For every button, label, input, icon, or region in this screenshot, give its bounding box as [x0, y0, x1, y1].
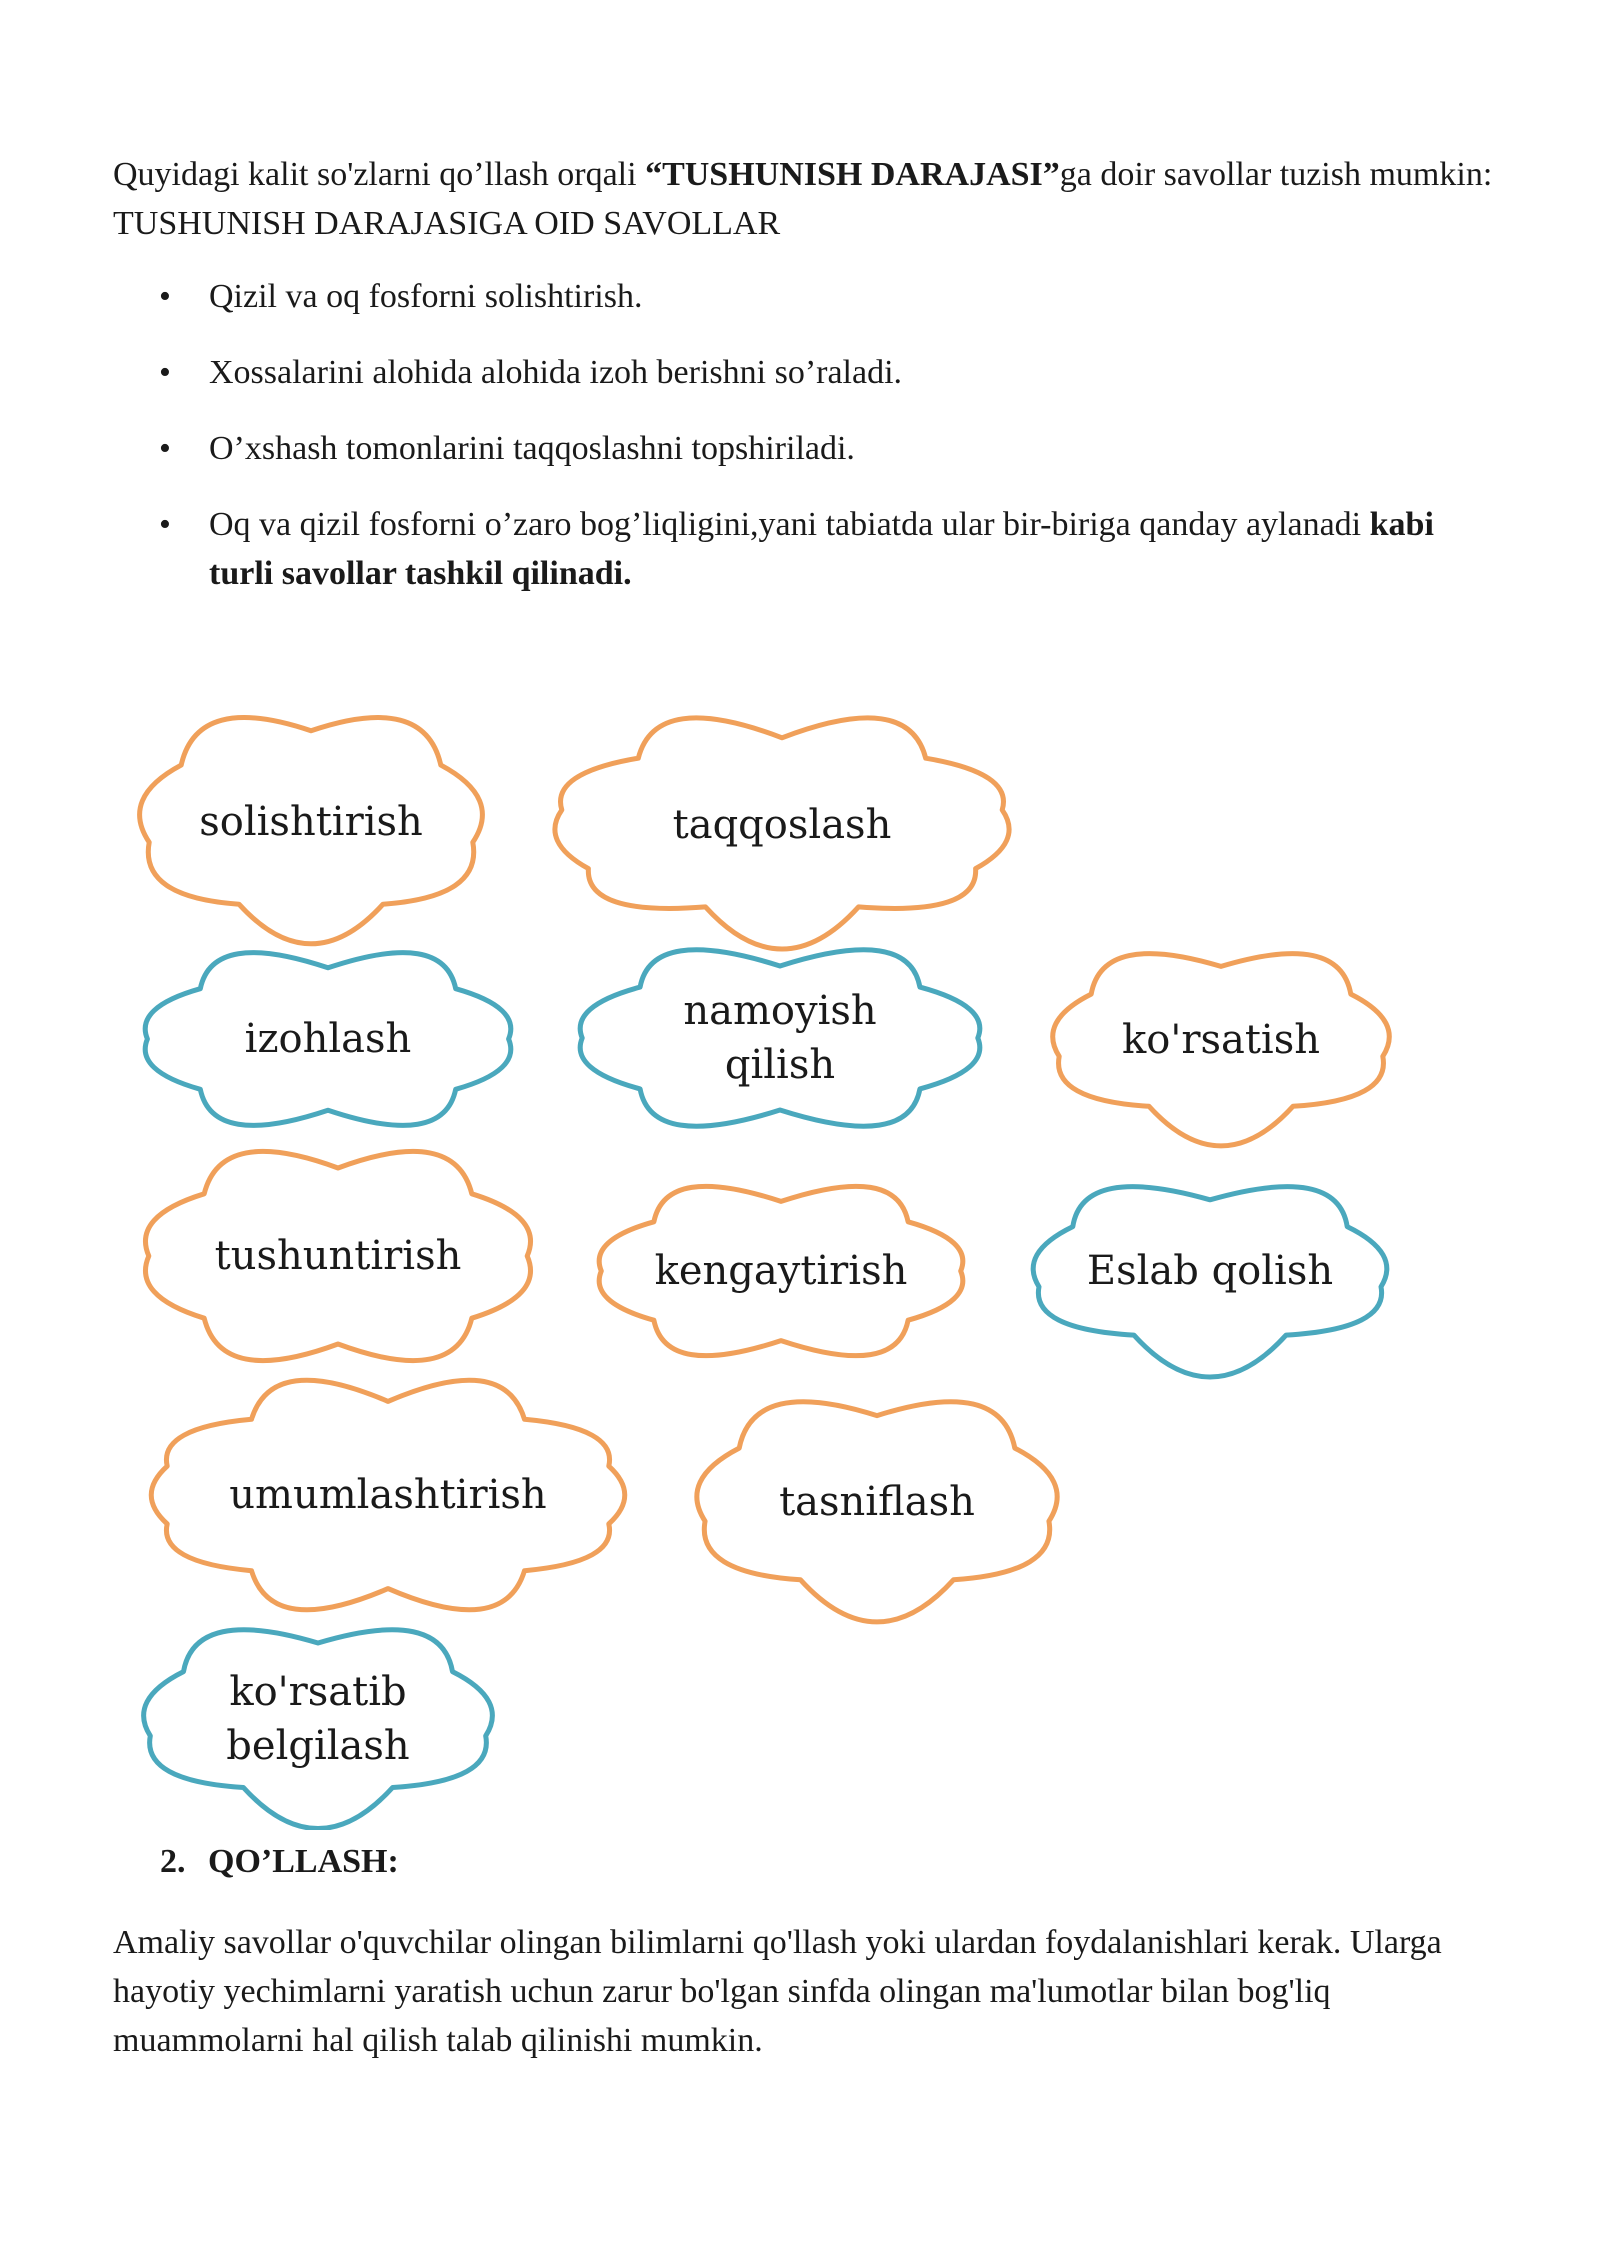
- list-item-text: Qizil va oq fosforni solishtirish.: [209, 278, 643, 315]
- cloud-label: tasniflash: [779, 1479, 975, 1525]
- intro-text-part2: ga doir savollar tuzish mumkin: TUSHUNISH DARAJASIGA OID SAVOLLAR: [113, 156, 1493, 242]
- list-item: [113, 272, 1443, 321]
- cloud-label: solishtirish: [199, 799, 423, 845]
- bullet-icon: •: [159, 278, 171, 315]
- keyword-cloud: [151, 1380, 625, 1610]
- list-item: [113, 424, 1443, 473]
- bullet-icon: •: [159, 430, 171, 467]
- body-paragraph: Amaliy savollar o'quvchilar olingan bilimlarni qo'llash yoki ulardan foydalanishlari kerak. Ularga hayotiy yechimlarni yaratish uchun zarur bo'lgan sinfda olingan ma'lumotlar bilan bog'liq muammolarni hal qilish talab qilinishi mumkin.: [113, 1924, 1442, 2059]
- keyword-cloud: [145, 953, 511, 1126]
- keyword-clouds: [0, 690, 1600, 1830]
- keyword-cloud: [1053, 954, 1390, 1146]
- keyword-cloud: [140, 718, 483, 944]
- list-item-text: O’xshash tomonlarini taqqoslashni topshiriladi.: [209, 430, 855, 467]
- intro-paragraph: [113, 150, 1513, 248]
- keyword-cloud: [1033, 1187, 1387, 1377]
- list-item: [113, 500, 1443, 598]
- intro-bold-term: “TUSHUNISH DARAJASI”: [645, 156, 1060, 193]
- cloud-label: taqqoslash: [672, 802, 892, 848]
- cloud-label: namoyish: [683, 988, 877, 1034]
- list-item-text: Oq va qizil fosforni o’zaro bog’liqligini,yani tabiatda ular bir-biriga qanday aylanadi: [209, 506, 1370, 543]
- section-number: 2.: [160, 1843, 186, 1880]
- keyword-cloud: [697, 1402, 1057, 1622]
- cloud-shape: [580, 950, 980, 1126]
- keyword-cloud: [599, 1186, 963, 1355]
- keyword-cloud: [555, 718, 1009, 949]
- bullet-icon: •: [159, 506, 171, 543]
- list-item-bold-text: kabi turli savollar tashkil qilinadi.: [209, 506, 1434, 592]
- cloud-label: izohlash: [244, 1016, 412, 1062]
- list-item: [113, 348, 1443, 397]
- list-item-text: Xossalarini alohida alohida izoh berishni so’raladi.: [209, 354, 903, 391]
- intro-text-part1: Quyidagi kalit so'zlarni qo’llash orqali: [113, 156, 646, 193]
- cloud-label: tushuntirish: [214, 1233, 462, 1279]
- cloud-label: belgilash: [226, 1723, 410, 1769]
- cloud-label: ko'rsatish: [1122, 1017, 1320, 1063]
- section-title: QO’LLASH:: [208, 1843, 399, 1880]
- section-heading: [160, 1843, 399, 1881]
- cloud-label: Eslab qolish: [1086, 1248, 1334, 1294]
- keyword-cloud: [145, 1151, 530, 1360]
- cloud-label: umumlashtirish: [229, 1472, 547, 1518]
- bullet-icon: •: [159, 354, 171, 391]
- cloud-label: ko'rsatib: [229, 1669, 407, 1715]
- cloud-label: qilish: [724, 1042, 836, 1088]
- cloud-label: kengaytirish: [654, 1248, 908, 1294]
- keyword-cloud: [580, 950, 980, 1126]
- question-list: [113, 272, 1443, 625]
- keyword-cloud: [144, 1630, 493, 1829]
